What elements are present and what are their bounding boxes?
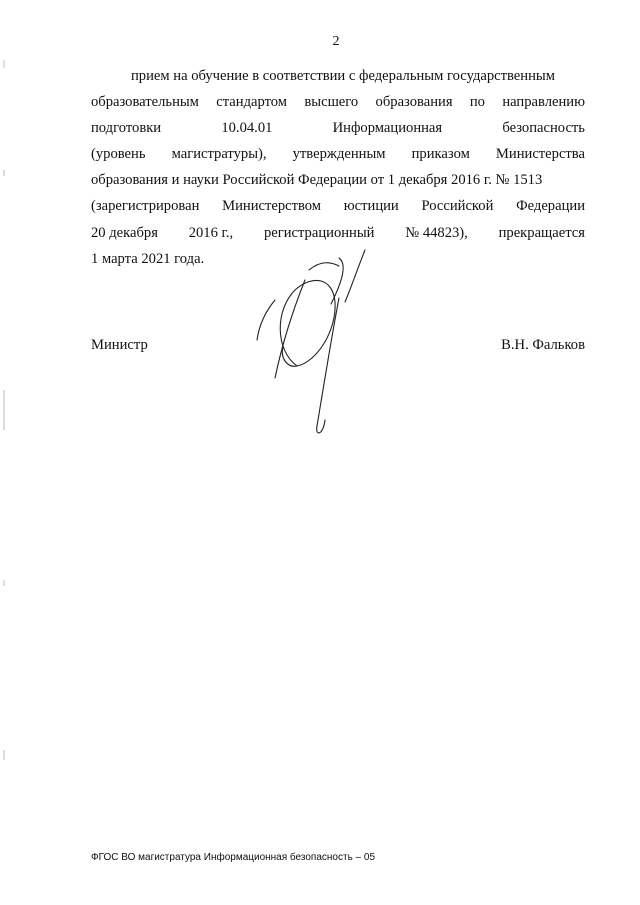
text-fragment: магистратуры), xyxy=(171,146,267,163)
text-fragment: 2016 г., xyxy=(188,224,234,241)
text-fragment: высшего xyxy=(304,94,359,111)
text-fragment: прекращается xyxy=(498,224,585,241)
text-fragment: 1 марта 2021 года. xyxy=(91,250,205,267)
handwritten-signature xyxy=(235,240,395,440)
text-fragment: (зарегистрирован xyxy=(91,198,200,215)
text-fragment: по xyxy=(469,94,485,111)
scan-margin-marks xyxy=(3,60,6,820)
text-fragment: безопасность xyxy=(502,120,585,137)
text-fragment: Информационная xyxy=(332,120,443,137)
text-fragment: юстиции xyxy=(343,198,399,215)
text-fragment: стандартом xyxy=(216,94,288,111)
paragraph-line xyxy=(91,89,585,115)
paragraph-line xyxy=(91,63,585,89)
text-fragment: прием на обучение в соответствии с федеральным государственным xyxy=(131,68,555,84)
text-fragment: 20 декабря xyxy=(91,224,158,241)
signer-role: Министр xyxy=(91,337,148,353)
signer-name: В.Н. Фальков xyxy=(501,337,585,353)
text-fragment: Федерации xyxy=(516,198,585,215)
text-fragment: регистрационный xyxy=(263,224,375,241)
text-fragment: приказом xyxy=(411,146,470,163)
text-fragment: утвержденным xyxy=(292,146,386,163)
text-fragment: образовательным xyxy=(91,94,199,111)
text-fragment: Министерством xyxy=(222,198,322,215)
text-fragment: образования xyxy=(375,94,453,111)
text-fragment: № 44823), xyxy=(405,224,468,241)
document-footer: ФГОС ВО магистратура Информационная безопасность – 05 xyxy=(91,852,376,863)
text-fragment: (уровень xyxy=(91,146,146,163)
page-number: 2 xyxy=(332,34,340,49)
text-fragment: направлению xyxy=(502,94,585,111)
paragraph-line xyxy=(91,193,585,219)
text-fragment: Российской xyxy=(421,198,494,215)
text-fragment: подготовки xyxy=(91,120,162,137)
text-fragment: образования и науки Российской Федерации от 1 декабря 2016 г. № 1513 xyxy=(91,172,543,189)
text-fragment: 10.04.01 xyxy=(221,120,273,137)
paragraph-line xyxy=(91,115,585,141)
text-fragment: Министерства xyxy=(495,146,585,163)
paragraph-line xyxy=(91,167,585,193)
paragraph-line xyxy=(91,141,585,167)
